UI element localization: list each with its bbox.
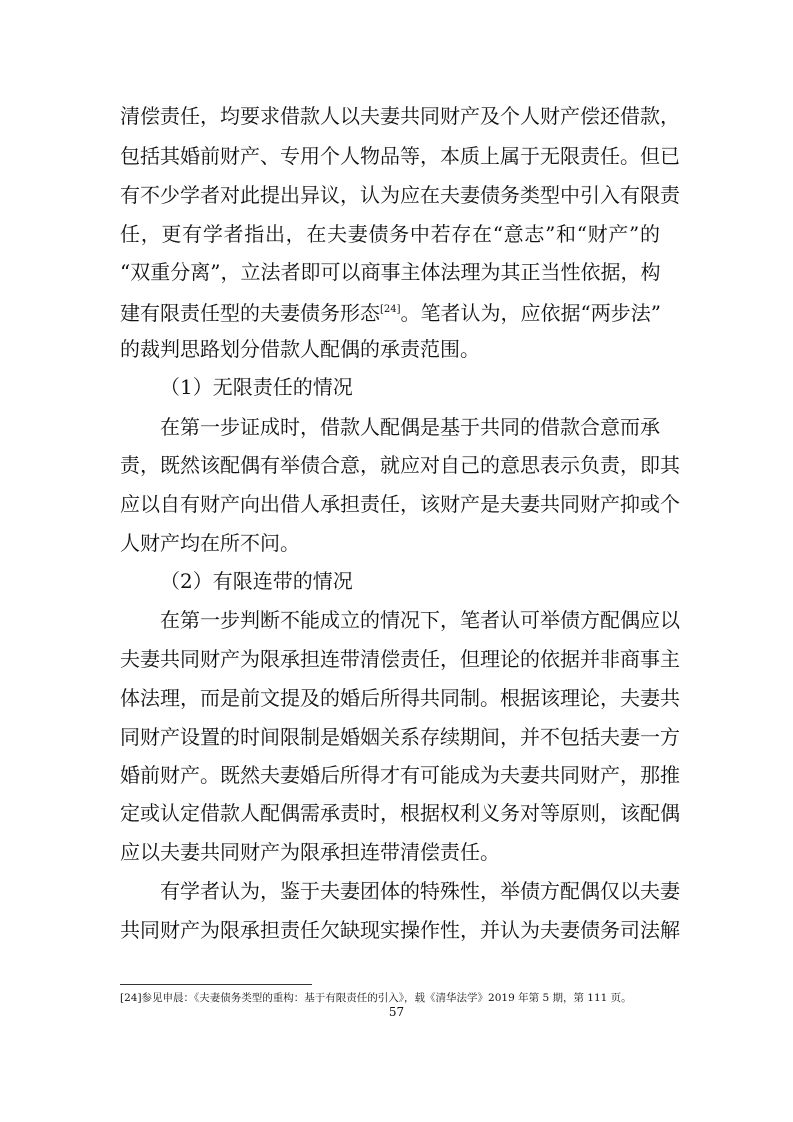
page-number: 57 — [388, 1005, 405, 1019]
footnote-reference: [24] — [380, 304, 401, 315]
body-line: 同财产设置的时间限制是婚姻关系存续期间，并不包括夫妻一方 — [120, 725, 680, 749]
footnote-divider — [120, 984, 312, 985]
footnote: [24]参见申晨：《夫妻债务类型的重构：基于有限责任的引入》，载《清华法学》2019 年第 5 期，第 111 页。 — [120, 992, 632, 1004]
body-line: 体法理，而是前文提及的婚后所得共同制。根据该理论，夫妻共 — [120, 686, 680, 710]
body-line: 有不少学者对此提出异议，认为应在夫妻债务类型中引入有限责 — [120, 183, 680, 207]
body-text: 建有限责任型的夫妻债务形态 — [120, 301, 380, 325]
body-line: 婚前财产。既然夫妻婚后所得才有可能成为夫妻共同财产，那推 — [120, 763, 680, 787]
body-line: 任，更有学者指出，在夫妻债务中若存在“意志”和“财产”的 — [120, 222, 660, 246]
body-line: “双重分离”，立法者即可以商事主体法理为其正当性依据，构 — [120, 260, 661, 284]
body-line: 夫妻共同财产为限承担连带清偿责任，但理论的依据并非商事主 — [120, 647, 680, 671]
section-heading: （2）有限连带的情况 — [160, 569, 353, 593]
body-line: 的裁判思路划分借款人配偶的承责范围。 — [120, 337, 480, 361]
body-line: 应以自有财产向出借人承担责任，该财产是夫妻共同财产抑或个 — [120, 492, 680, 516]
body-line: 在第一步判断不能成立的情况下，笔者认可举债方配偶应以 — [160, 608, 680, 632]
body-line: 定或认定借款人配偶需承责时，根据权利义务对等原则，该配偶 — [120, 801, 680, 825]
body-line: 清偿责任，均要求借款人以夫妻共同财产及个人财产偿还借款， — [120, 104, 680, 128]
body-line: 有学者认为，鉴于夫妻团体的特殊性，举债方配偶仅以夫妻 — [160, 879, 680, 903]
body-line: 应以夫妻共同财产为限承担连带清偿责任。 — [120, 840, 500, 864]
body-line: 责，既然该配偶有举债合意，就应对自己的意思表示负责，即其 — [120, 453, 680, 477]
body-line: 在第一步证成时，借款人配偶是基于共同的借款合意而承 — [160, 415, 660, 439]
body-line: 包括其婚前财产、专用个人物品等，本质上属于无限责任。但已 — [120, 144, 680, 168]
body-text: 。笔者认为，应依据“两步法” — [400, 301, 661, 325]
body-line-with-footnote — [120, 297, 660, 326]
body-line: 人财产均在所不问。 — [120, 531, 300, 555]
section-heading: （1）无限责任的情况 — [160, 375, 353, 399]
body-line: 共同财产为限承担责任欠缺现实操作性，并认为夫妻债务司法解 — [120, 918, 680, 942]
